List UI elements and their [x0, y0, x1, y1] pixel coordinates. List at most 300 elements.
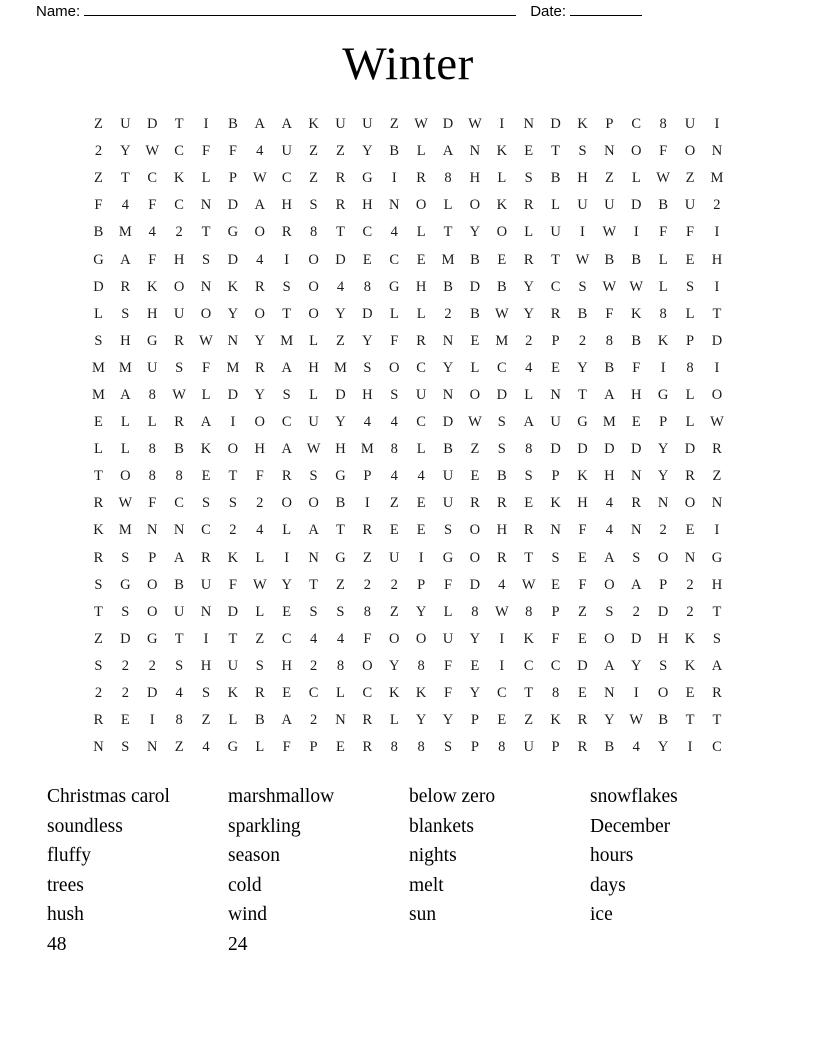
grid-cell[interactable]: F	[201, 143, 211, 160]
word-list-item[interactable]: ice	[590, 904, 613, 926]
word-list-item[interactable]: fluffy	[47, 845, 92, 867]
grid-cell[interactable]: A	[254, 116, 266, 133]
grid-cell[interactable]: Z	[389, 495, 399, 512]
grid-cell[interactable]: Y	[442, 712, 454, 729]
grid-cell[interactable]: L	[685, 414, 695, 431]
grid-cell[interactable]: O	[469, 522, 481, 539]
grid-cell[interactable]: E	[524, 495, 534, 512]
grid-cell[interactable]: S	[659, 657, 668, 674]
grid-cell[interactable]: R	[362, 712, 373, 729]
grid-cell[interactable]: Y	[523, 305, 534, 322]
grid-cell[interactable]: N	[604, 143, 615, 160]
grid-cell[interactable]: D	[577, 441, 588, 458]
word-list-item[interactable]: soundless	[47, 815, 123, 837]
grid-cell[interactable]: P	[363, 468, 372, 485]
grid-cell[interactable]: E	[578, 685, 587, 702]
grid-cell[interactable]: K	[200, 441, 212, 458]
grid-cell[interactable]: H	[657, 630, 669, 647]
grid-cell[interactable]: G	[711, 549, 723, 566]
grid-cell[interactable]: R	[470, 495, 480, 512]
grid-cell[interactable]: C	[496, 359, 507, 376]
grid-cell[interactable]: G	[362, 170, 373, 187]
grid-cell[interactable]: H	[308, 359, 319, 376]
grid-cell[interactable]: F	[443, 685, 453, 702]
grid-cell[interactable]: F	[228, 576, 237, 593]
grid-cell[interactable]: 4	[390, 468, 398, 485]
grid-cell[interactable]: P	[309, 739, 318, 756]
grid-cell[interactable]: A	[604, 657, 615, 674]
grid-cell[interactable]: 4	[148, 224, 156, 241]
grid-cell[interactable]: T	[712, 712, 722, 729]
grid-cell[interactable]: W	[306, 441, 321, 458]
grid-cell[interactable]: S	[686, 278, 695, 295]
grid-cell[interactable]: C	[550, 278, 561, 295]
grid-cell[interactable]: I	[580, 224, 585, 241]
grid-cell[interactable]: E	[282, 603, 292, 620]
grid-cell[interactable]: L	[497, 170, 507, 187]
grid-cell[interactable]: Y	[657, 739, 669, 756]
grid-cell[interactable]: W	[575, 251, 590, 268]
grid-cell[interactable]: N	[631, 522, 642, 539]
grid-cell[interactable]: K	[550, 495, 561, 512]
grid-cell[interactable]: D	[146, 116, 158, 133]
grid-cell[interactable]: R	[550, 305, 561, 322]
grid-cell[interactable]: P	[551, 603, 560, 620]
grid-cell[interactable]: 2	[309, 712, 318, 729]
grid-cell[interactable]: R	[335, 170, 346, 187]
grid-cell[interactable]: B	[443, 441, 453, 458]
grid-cell[interactable]: Z	[389, 603, 399, 620]
grid-cell[interactable]: B	[658, 197, 668, 214]
word-list-item[interactable]: season	[228, 845, 280, 867]
grid-cell[interactable]: P	[659, 576, 668, 593]
grid-cell[interactable]: 2	[363, 576, 371, 593]
grid-cell[interactable]: 2	[686, 576, 694, 593]
grid-cell[interactable]: E	[497, 251, 507, 268]
grid-cell[interactable]: O	[684, 495, 696, 512]
grid-cell[interactable]: 8	[148, 468, 156, 485]
grid-cell[interactable]: G	[442, 549, 454, 566]
grid-cell[interactable]: T	[120, 170, 130, 187]
grid-cell[interactable]: W	[118, 495, 133, 512]
grid-cell[interactable]: H	[631, 386, 642, 403]
grid-cell[interactable]: Y	[335, 305, 346, 322]
grid-cell[interactable]: D	[496, 386, 508, 403]
grid-cell[interactable]: L	[201, 386, 211, 403]
grid-cell[interactable]: B	[631, 332, 642, 349]
grid-cell[interactable]: N	[389, 197, 400, 214]
grid-cell[interactable]: R	[174, 332, 184, 349]
grid-cell[interactable]: M	[118, 224, 132, 241]
grid-cell[interactable]: K	[173, 170, 185, 187]
grid-cell[interactable]: K	[577, 116, 588, 133]
grid-cell[interactable]: H	[200, 657, 212, 674]
grid-cell[interactable]: L	[309, 386, 318, 403]
grid-cell[interactable]: 4	[256, 522, 264, 539]
grid-cell[interactable]: Y	[469, 685, 481, 702]
grid-cell[interactable]: C	[631, 116, 642, 133]
date-write-line[interactable]	[570, 3, 642, 16]
grid-cell[interactable]: G	[146, 332, 158, 349]
grid-cell[interactable]: L	[551, 197, 561, 214]
grid-cell[interactable]: B	[335, 495, 346, 512]
grid-cell[interactable]: H	[604, 468, 615, 485]
grid-cell[interactable]: W	[494, 305, 509, 322]
grid-cell[interactable]: Y	[657, 468, 669, 485]
grid-cell[interactable]: E	[685, 251, 695, 268]
grid-cell[interactable]: C	[416, 359, 426, 376]
grid-cell[interactable]: E	[362, 251, 372, 268]
grid-cell[interactable]: 8	[686, 359, 694, 376]
grid-cell[interactable]: U	[550, 224, 561, 241]
grid-cell[interactable]: Y	[577, 359, 588, 376]
grid-cell[interactable]: S	[443, 739, 453, 756]
grid-cell[interactable]: L	[309, 332, 318, 349]
grid-cell[interactable]: Z	[389, 116, 399, 133]
grid-cell[interactable]: T	[282, 305, 292, 322]
grid-cell[interactable]: W	[656, 170, 670, 187]
grid-cell[interactable]: W	[252, 576, 267, 593]
grid-cell[interactable]: 2	[175, 224, 183, 241]
grid-cell[interactable]: S	[121, 549, 130, 566]
grid-cell[interactable]: L	[685, 305, 695, 322]
grid-cell[interactable]: F	[443, 576, 453, 593]
grid-cell[interactable]: K	[523, 630, 534, 647]
grid-cell[interactable]: R	[335, 197, 346, 214]
grid-cell[interactable]: D	[684, 441, 696, 458]
grid-cell[interactable]: 8	[417, 739, 425, 756]
grid-cell[interactable]: Y	[657, 441, 669, 458]
grid-cell[interactable]: C	[308, 685, 319, 702]
grid-cell[interactable]: T	[712, 603, 722, 620]
grid-cell[interactable]: H	[711, 576, 723, 593]
grid-cell[interactable]: 8	[525, 441, 533, 458]
grid-cell[interactable]: U	[173, 603, 185, 620]
grid-cell[interactable]: S	[175, 359, 184, 376]
grid-cell[interactable]: P	[148, 549, 157, 566]
grid-cell[interactable]: I	[284, 549, 290, 566]
grid-cell[interactable]: S	[524, 468, 533, 485]
grid-cell[interactable]: L	[94, 305, 103, 322]
grid-cell[interactable]: I	[364, 495, 370, 512]
grid-cell[interactable]: H	[362, 386, 373, 403]
grid-cell[interactable]: Y	[523, 278, 534, 295]
grid-cell[interactable]: S	[712, 630, 721, 647]
word-list-item[interactable]: melt	[409, 874, 444, 896]
word-list-item[interactable]: hours	[590, 845, 634, 867]
grid-cell[interactable]: O	[200, 305, 212, 322]
grid-cell[interactable]: K	[577, 468, 588, 485]
grid-cell[interactable]: C	[550, 657, 561, 674]
grid-cell[interactable]: T	[336, 224, 345, 241]
grid-cell[interactable]: E	[336, 739, 345, 756]
grid-cell[interactable]: S	[255, 657, 264, 674]
grid-cell[interactable]: N	[146, 739, 158, 756]
grid-cell[interactable]: A	[281, 116, 292, 133]
grid-cell[interactable]: 4	[256, 143, 264, 160]
grid-cell[interactable]: 8	[659, 116, 667, 133]
grid-cell[interactable]: N	[173, 522, 185, 539]
grid-cell[interactable]: E	[120, 712, 130, 729]
grid-cell[interactable]: N	[631, 468, 642, 485]
grid-cell[interactable]: S	[94, 576, 103, 593]
grid-cell[interactable]: E	[470, 468, 480, 485]
grid-cell[interactable]: G	[657, 386, 669, 403]
grid-cell[interactable]: B	[496, 468, 507, 485]
grid-cell[interactable]: D	[227, 386, 239, 403]
grid-cell[interactable]: O	[496, 224, 508, 241]
grid-cell[interactable]: C	[362, 685, 373, 702]
grid-cell[interactable]: F	[632, 359, 641, 376]
grid-cell[interactable]: S	[94, 332, 103, 349]
grid-cell[interactable]: Z	[604, 170, 614, 187]
grid-cell[interactable]: G	[335, 468, 346, 485]
grid-cell[interactable]: E	[282, 685, 292, 702]
word-list-item[interactable]: Christmas carol	[47, 786, 170, 807]
grid-cell[interactable]: T	[228, 468, 238, 485]
grid-cell[interactable]: M	[118, 359, 132, 376]
grid-cell[interactable]: Y	[335, 414, 346, 431]
grid-cell[interactable]: G	[335, 549, 346, 566]
grid-cell[interactable]: D	[227, 603, 239, 620]
grid-cell[interactable]: 8	[659, 305, 667, 322]
grid-cell[interactable]: U	[173, 305, 185, 322]
grid-cell[interactable]: R	[577, 739, 588, 756]
grid-cell[interactable]: 2	[121, 685, 129, 702]
grid-cell[interactable]: T	[174, 116, 184, 133]
grid-cell[interactable]: N	[550, 522, 561, 539]
grid-cell[interactable]: H	[711, 251, 723, 268]
grid-cell[interactable]: H	[362, 197, 373, 214]
grid-cell[interactable]: P	[551, 332, 560, 349]
grid-cell[interactable]: A	[173, 549, 185, 566]
grid-cell[interactable]: L	[470, 359, 480, 376]
grid-cell[interactable]: U	[389, 549, 400, 566]
grid-cell[interactable]: T	[174, 630, 184, 647]
grid-cell[interactable]: 2	[94, 685, 103, 702]
grid-cell[interactable]: R	[496, 495, 507, 512]
grid-cell[interactable]: Z	[94, 630, 103, 647]
grid-cell[interactable]: D	[631, 630, 642, 647]
grid-cell[interactable]: D	[604, 441, 615, 458]
word-list-item[interactable]: blankets	[409, 815, 474, 837]
grid-cell[interactable]: M	[360, 441, 374, 458]
grid-cell[interactable]: H	[281, 657, 292, 674]
grid-cell[interactable]: O	[254, 224, 266, 241]
grid-cell[interactable]: K	[227, 549, 239, 566]
grid-cell[interactable]: A	[200, 414, 212, 431]
grid-cell[interactable]: L	[201, 170, 211, 187]
grid-cell[interactable]: R	[174, 414, 184, 431]
grid-cell[interactable]: O	[711, 386, 723, 403]
grid-cell[interactable]: K	[657, 332, 669, 349]
grid-cell[interactable]: U	[335, 116, 346, 133]
grid-cell[interactable]: I	[499, 630, 505, 647]
grid-cell[interactable]: P	[228, 170, 237, 187]
word-list-item[interactable]: cold	[228, 874, 262, 896]
grid-cell[interactable]: A	[711, 657, 723, 674]
grid-cell[interactable]: 8	[390, 441, 398, 458]
word-list-item[interactable]: days	[590, 874, 626, 896]
grid-cell[interactable]: R	[93, 549, 104, 566]
grid-cell[interactable]: N	[469, 143, 481, 160]
grid-cell[interactable]: R	[523, 251, 534, 268]
grid-cell[interactable]: W	[521, 576, 536, 593]
grid-cell[interactable]: D	[442, 116, 454, 133]
grid-cell[interactable]: E	[497, 712, 507, 729]
grid-cell[interactable]: Z	[336, 576, 345, 593]
grid-cell[interactable]: W	[252, 170, 267, 187]
word-list-item[interactable]: below zero	[409, 786, 496, 807]
grid-cell[interactable]: O	[657, 549, 669, 566]
grid-cell[interactable]: D	[335, 386, 346, 403]
grid-cell[interactable]: U	[200, 576, 212, 593]
grid-cell[interactable]: L	[282, 522, 292, 539]
grid-cell[interactable]: M	[226, 359, 240, 376]
grid-cell[interactable]: G	[389, 278, 400, 295]
grid-cell[interactable]: U	[684, 116, 696, 133]
grid-cell[interactable]: I	[660, 359, 666, 376]
grid-cell[interactable]: Z	[255, 630, 265, 647]
grid-cell[interactable]: Z	[524, 712, 534, 729]
grid-cell[interactable]: 8	[551, 685, 560, 702]
grid-cell[interactable]: S	[443, 522, 453, 539]
grid-cell[interactable]: R	[281, 468, 292, 485]
grid-cell[interactable]: C	[416, 414, 426, 431]
grid-cell[interactable]: K	[227, 278, 239, 295]
grid-cell[interactable]: O	[604, 576, 615, 593]
grid-cell[interactable]: B	[93, 224, 104, 241]
grid-cell[interactable]: E	[551, 576, 561, 593]
grid-cell[interactable]: R	[523, 197, 534, 214]
grid-cell[interactable]: O	[631, 143, 642, 160]
grid-cell[interactable]: Y	[362, 332, 373, 349]
grid-cell[interactable]: S	[578, 143, 587, 160]
grid-cell[interactable]: W	[199, 332, 213, 349]
grid-cell[interactable]: W	[629, 278, 644, 295]
grid-cell[interactable]: 8	[363, 278, 371, 295]
grid-cell[interactable]: E	[631, 414, 641, 431]
grid-cell[interactable]: S	[282, 278, 291, 295]
grid-cell[interactable]: D	[657, 603, 669, 620]
grid-cell[interactable]: E	[578, 549, 587, 566]
grid-cell[interactable]: 4	[336, 630, 345, 647]
grid-cell[interactable]: U	[227, 657, 239, 674]
grid-cell[interactable]: R	[416, 332, 426, 349]
grid-cell[interactable]: I	[714, 359, 720, 376]
word-list-item[interactable]: sun	[409, 904, 437, 926]
grid-cell[interactable]: O	[469, 549, 481, 566]
grid-cell[interactable]: M	[495, 332, 509, 349]
grid-cell[interactable]: F	[201, 359, 211, 376]
grid-cell[interactable]: Z	[578, 603, 587, 620]
grid-cell[interactable]: F	[659, 143, 668, 160]
grid-cell[interactable]: Y	[227, 305, 239, 322]
grid-cell[interactable]: Y	[362, 143, 373, 160]
grid-cell[interactable]: F	[605, 305, 614, 322]
grid-cell[interactable]: S	[363, 359, 372, 376]
grid-cell[interactable]: U	[120, 116, 131, 133]
grid-cell[interactable]: W	[145, 143, 160, 160]
grid-cell[interactable]: L	[416, 441, 426, 458]
grid-cell[interactable]: B	[550, 170, 561, 187]
grid-cell[interactable]: 2	[390, 576, 398, 593]
grid-cell[interactable]: K	[684, 630, 696, 647]
grid-cell[interactable]: E	[685, 522, 695, 539]
grid-cell[interactable]: Z	[362, 549, 372, 566]
grid-cell[interactable]: 8	[390, 739, 398, 756]
grid-cell[interactable]: R	[685, 468, 695, 485]
grid-cell[interactable]: 4	[605, 522, 613, 539]
grid-cell[interactable]: D	[550, 116, 561, 133]
grid-cell[interactable]: L	[255, 549, 265, 566]
grid-cell[interactable]: I	[714, 224, 720, 241]
grid-cell[interactable]: E	[578, 630, 587, 647]
word-list-item[interactable]: hush	[47, 904, 84, 926]
grid-cell[interactable]: D	[227, 251, 239, 268]
grid-cell[interactable]: S	[524, 170, 533, 187]
grid-cell[interactable]: P	[551, 468, 560, 485]
grid-cell[interactable]: Y	[254, 386, 266, 403]
grid-cell[interactable]: K	[496, 197, 508, 214]
grid-cell[interactable]: U	[442, 630, 454, 647]
grid-cell[interactable]: T	[94, 603, 103, 620]
grid-cell[interactable]: O	[254, 305, 266, 322]
grid-cell[interactable]: B	[577, 305, 588, 322]
grid-cell[interactable]: 4	[632, 739, 640, 756]
grid-cell[interactable]: U	[604, 197, 615, 214]
grid-cell[interactable]: E	[524, 143, 534, 160]
grid-cell[interactable]: I	[714, 522, 720, 539]
grid-cell[interactable]: R	[281, 224, 292, 241]
grid-cell[interactable]: U	[415, 386, 427, 403]
grid-cell[interactable]: E	[470, 657, 480, 674]
grid-cell[interactable]: U	[442, 468, 454, 485]
grid-cell[interactable]: A	[281, 441, 292, 458]
grid-cell[interactable]: 2	[632, 603, 640, 620]
grid-cell[interactable]: O	[657, 685, 669, 702]
grid-cell[interactable]: D	[631, 441, 642, 458]
grid-cell[interactable]: 8	[417, 657, 425, 674]
grid-cell[interactable]: C	[147, 170, 158, 187]
grid-cell[interactable]: L	[389, 305, 399, 322]
grid-cell[interactable]: R	[631, 495, 642, 512]
grid-cell[interactable]: P	[470, 712, 479, 729]
grid-cell[interactable]: B	[604, 739, 615, 756]
grid-cell[interactable]: 2	[94, 143, 103, 160]
grid-cell[interactable]: M	[91, 386, 105, 403]
grid-cell[interactable]: S	[121, 739, 130, 756]
grid-cell[interactable]: F	[94, 197, 103, 214]
grid-cell[interactable]: R	[523, 522, 534, 539]
grid-cell[interactable]: A	[523, 414, 534, 431]
grid-cell[interactable]: I	[714, 116, 720, 133]
grid-cell[interactable]: D	[550, 441, 561, 458]
grid-cell[interactable]: M	[91, 359, 105, 376]
grid-cell[interactable]: O	[415, 630, 427, 647]
grid-cell[interactable]: D	[146, 685, 158, 702]
grid-cell[interactable]: N	[308, 549, 319, 566]
grid-cell[interactable]: B	[228, 116, 238, 133]
grid-cell[interactable]: L	[685, 386, 695, 403]
grid-cell[interactable]: S	[201, 495, 211, 512]
grid-cell[interactable]: E	[201, 468, 211, 485]
grid-cell[interactable]: A	[442, 143, 454, 160]
grid-cell[interactable]: D	[362, 305, 373, 322]
grid-cell[interactable]: Y	[469, 630, 481, 647]
grid-cell[interactable]: O	[389, 359, 400, 376]
grid-cell[interactable]: 4	[417, 468, 425, 485]
